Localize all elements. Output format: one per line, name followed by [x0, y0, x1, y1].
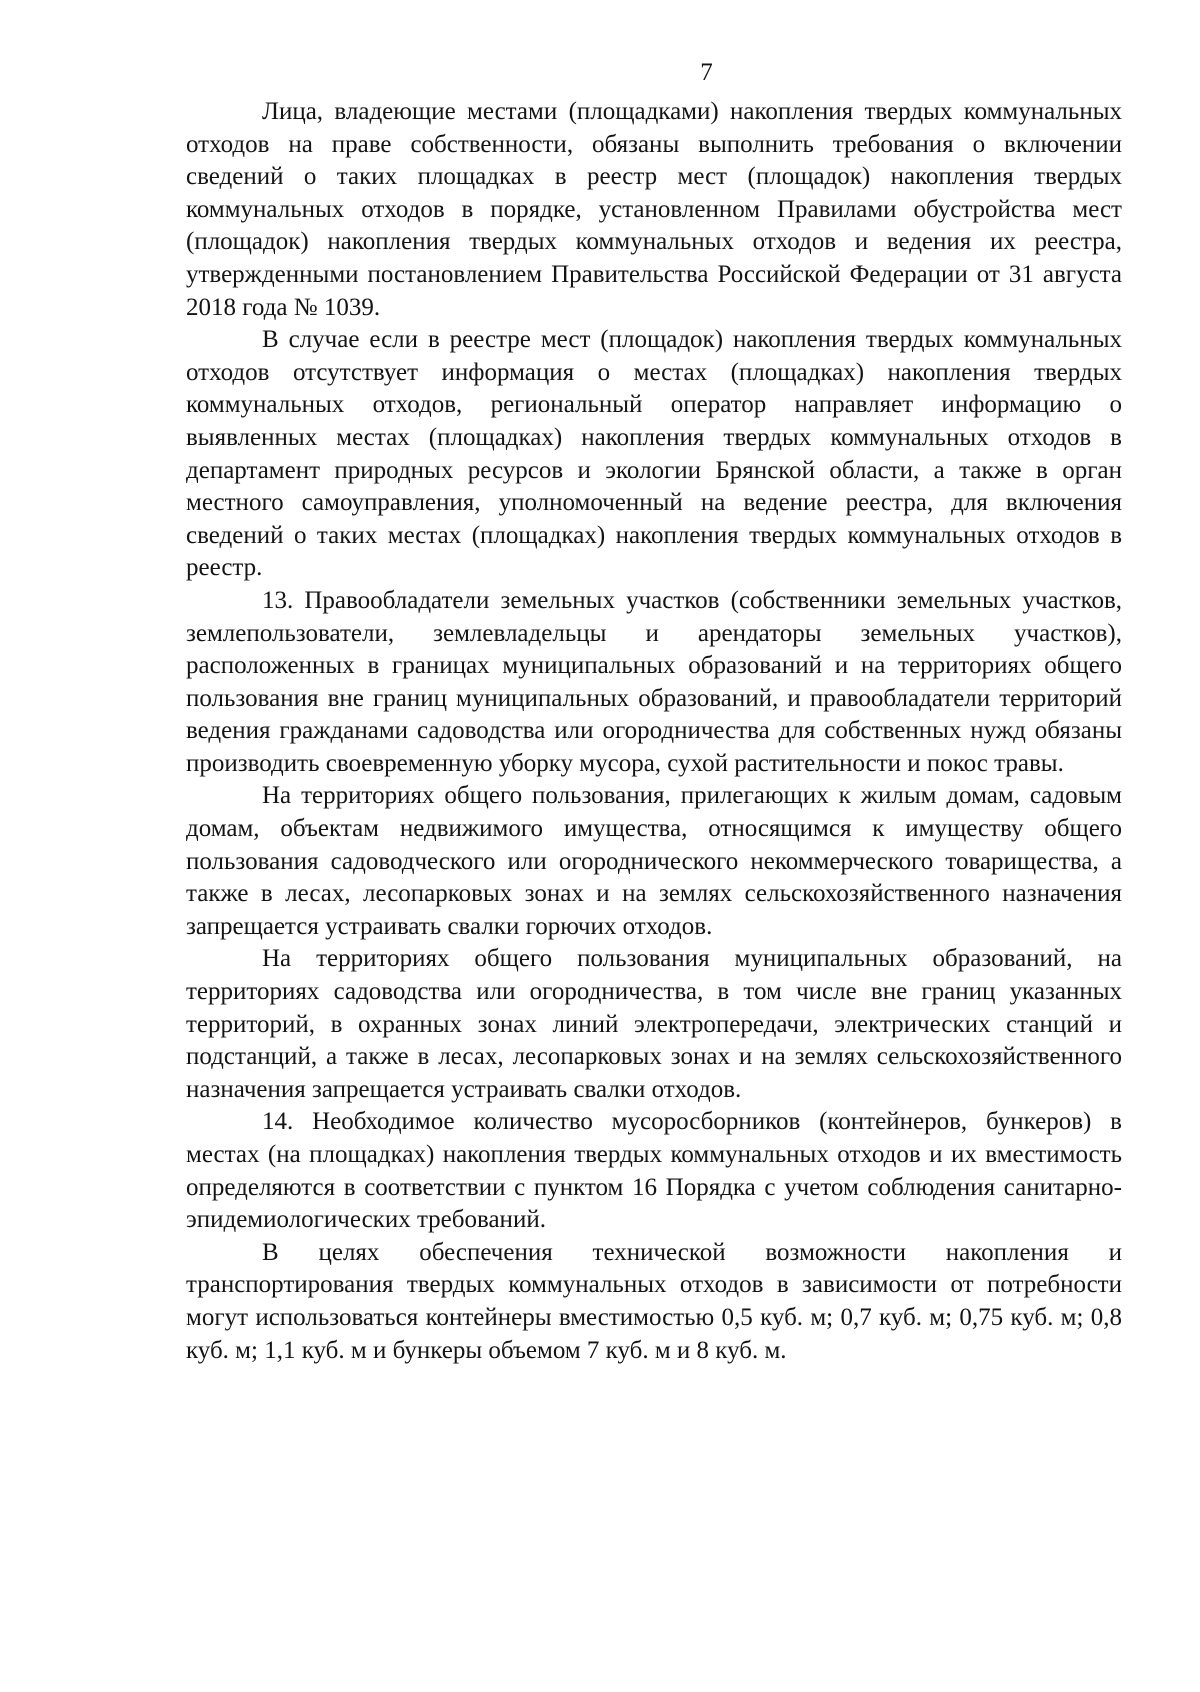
paragraph-registry-missing-info: В случае если в реестре мест (площадок) накопления твердых коммунальных отходов отсутствует информация о местах (площадках) накопления твердых коммунальных отходов, региональный оператор направляет информацию о выявленных местах (площадках) накопления твердых коммунальных отходов в департамент природных ресурсов и экологии Брянской области, а также в орган местного самоуправления, уполномоченный на ведение реестра, для включения сведений о таких местах (площадках) накопления твердых коммунальных отходов в реестр.	[186, 326, 1122, 582]
paragraph-flammable-dumps-ban: На территориях общего пользования, прилегающих к жилым домам, садовым домам, объектам недвижимого имущества, относящимся к имуществу общего пользования садоводческого или огороднического некоммерческого товарищества, а также в лесах, лесопарковых зонах и на землях сельскохозяйственного назначения запрещается устраивать свалки горючих отходов.	[186, 782, 1122, 940]
paragraph-registry-obligation: Лица, владеющие местами (площадками) накопления твердых коммунальных отходов на праве собственности, обязаны выполнить требования о включении сведений о таких площадках в реестр мест (площадок) накопления твердых коммунальных отходов в порядке, установленном Правилами обустройства мест (площадок) накопления твердых коммунальных отходов и ведения их реестра, утвержденными постановлением Правительства Российской Федерации от 31 августа 2018 года № 1039.	[186, 98, 1122, 321]
page-number: 7	[700, 59, 713, 86]
paragraph-dumps-ban: На территориях общего пользования муниципальных образований, на территориях садоводства или огородничества, в том числе вне границ указанных территорий, в охранных зонах линий электропередачи, электрических станций и подстанций, а также в лесах, лесопарковых зонах и на землях сельскохозяйственного назначения запрещается устраивать свалки отходов.	[186, 945, 1122, 1103]
paragraph-clause-13: 13. Правообладатели земельных участков (собственники земельных участков, землепользователи, землевладельцы и арендаторы земельных участков), расположенных в границах муниципальных образований и на территориях общего пользования вне границ муниципальных образований, и правообладатели территорий ведения гражданами садоводства или огородничества для собственных нужд обязаны производить своевременную уборку мусора, сухой растительности и покос травы.	[186, 586, 1122, 777]
paragraph-clause-14: 14. Необходимое количество мусоросборников (контейнеров, бункеров) в местах (на площадках) накопления твердых коммунальных отходов и их вместимость определяются в соответствии с пунктом 16 Порядка с учетом соблюдения санитарно-эпидемиологических требований.	[186, 1108, 1122, 1234]
paragraph-container-volumes: В целях обеспечения технической возможности накопления и транспортирования твердых коммунальных отходов в зависимости от потребности могут использоваться контейнеры вместимостью 0,5 куб. м; 0,7 куб. м; 0,75 куб. м; 0,8 куб. м; 1,1 куб. м и бункеры объемом 7 куб. м и 8 куб. м.	[186, 1238, 1122, 1364]
